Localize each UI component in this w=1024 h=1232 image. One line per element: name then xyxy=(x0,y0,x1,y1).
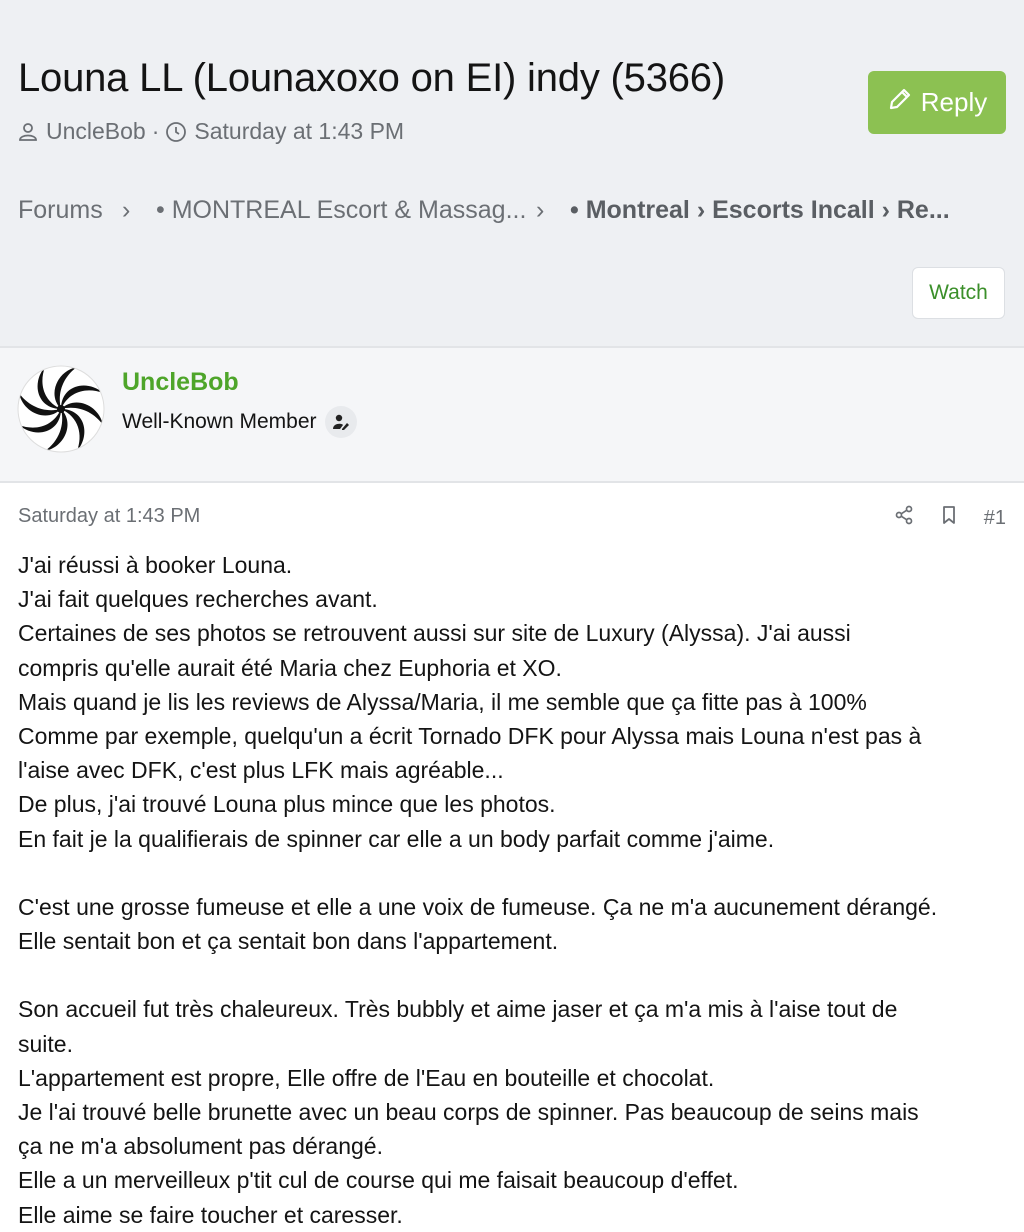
thread-author-link[interactable]: UncleBob xyxy=(46,118,146,144)
thread-meta xyxy=(18,118,404,145)
post-text-line: ça ne m'a absolument pas dérangé. xyxy=(18,1133,383,1160)
post-user-block xyxy=(0,346,1024,483)
post-text-line: Certaines de ses photos se retrouvent aussi sur site de Luxury (Alyssa). J'ai aussi xyxy=(18,620,851,647)
breadcrumb-montreal-escort[interactable]: • MONTREAL Escort & Massag... xyxy=(156,196,527,224)
post-text-line: Mais quand je lis les reviews de Alyssa/Maria, il me semble que ça fitte pas à 100% xyxy=(18,688,867,715)
share-icon[interactable] xyxy=(894,505,914,531)
post-text-line xyxy=(18,856,1013,890)
post-text-line: C'est une grosse fumeuse et elle a une voix de fumeuse. Ça ne m'a aucunement dérangé. xyxy=(18,893,938,920)
post-text-line: suite. xyxy=(18,1030,73,1057)
reply-button-label: Reply xyxy=(920,87,988,117)
breadcrumb-chevron: › xyxy=(122,196,131,224)
post-actions xyxy=(894,505,1006,531)
user-title xyxy=(122,406,357,438)
post-date[interactable]: Saturday at 1:43 PM xyxy=(18,505,201,527)
post-text-line: l'aise avec DFK, c'est plus LFK mais agréable... xyxy=(18,757,504,784)
user-edit-icon[interactable] xyxy=(325,406,357,438)
avatar[interactable] xyxy=(17,365,105,453)
breadcrumb xyxy=(18,196,1018,228)
reply-button[interactable] xyxy=(868,71,1006,134)
post-username[interactable]: UncleBob xyxy=(122,368,239,396)
breadcrumb-current[interactable]: • Montreal › Escorts Incall › Re... xyxy=(570,196,950,224)
post-text-line: J'ai fait quelques recherches avant. xyxy=(18,586,378,613)
thread-header xyxy=(0,0,1024,346)
post-text-line: En fait je la qualifierais de spinner car elle a un body parfait comme j'aime. xyxy=(18,825,775,852)
post-text-line: Elle a un merveilleux p'tit cul de course qui me faisait beaucoup d'effet. xyxy=(18,1167,739,1194)
thread-title: Louna LL (Lounaxoxo on EI) indy (5366) xyxy=(18,56,725,100)
user-title-text: Well-Known Member xyxy=(122,410,317,433)
post-text-line: Comme par exemple, quelqu'un a écrit Tornado DFK pour Alyssa mais Louna n'est pas à xyxy=(18,722,922,749)
post-text-line: Je l'ai trouvé belle brunette avec un beau corps de spinner. Pas beaucoup de seins mais xyxy=(18,1099,919,1125)
bookmark-icon[interactable] xyxy=(940,505,958,531)
user-icon xyxy=(18,122,38,142)
post-text-line: Son accueil fut très chaleureux. Très bubbly et aime jaser et ça m'a mis à l'aise tout de xyxy=(18,996,898,1023)
breadcrumb-chevron: › xyxy=(536,196,545,224)
post-text-line: L'appartement est propre, Elle offre de l'Eau en bouteille et chocolat. xyxy=(18,1064,715,1091)
post-body xyxy=(18,548,1013,1232)
post-number-link[interactable]: #1 xyxy=(983,506,1006,529)
post-text-line: Elle sentait bon et ça sentait bon dans l'appartement. xyxy=(18,928,559,955)
meta-separator: · xyxy=(151,118,160,144)
breadcrumb-forums[interactable]: Forums xyxy=(18,196,103,224)
thread-date-link[interactable]: Saturday at 1:43 PM xyxy=(194,118,405,144)
post-text-line: J'ai réussi à booker Louna. xyxy=(18,552,293,578)
pencil-icon xyxy=(887,86,921,119)
post-text-line xyxy=(18,958,1013,992)
post-text-line: De plus, j'ai trouvé Louna plus mince que les photos. xyxy=(18,791,556,818)
post-text-line: Elle aime se faire toucher et caresser. xyxy=(18,1201,403,1228)
clock-icon xyxy=(165,121,187,143)
watch-button[interactable]: Watch xyxy=(912,267,1005,319)
post-text-line: compris qu'elle aurait été Maria chez Euphoria et XO. xyxy=(18,654,562,681)
